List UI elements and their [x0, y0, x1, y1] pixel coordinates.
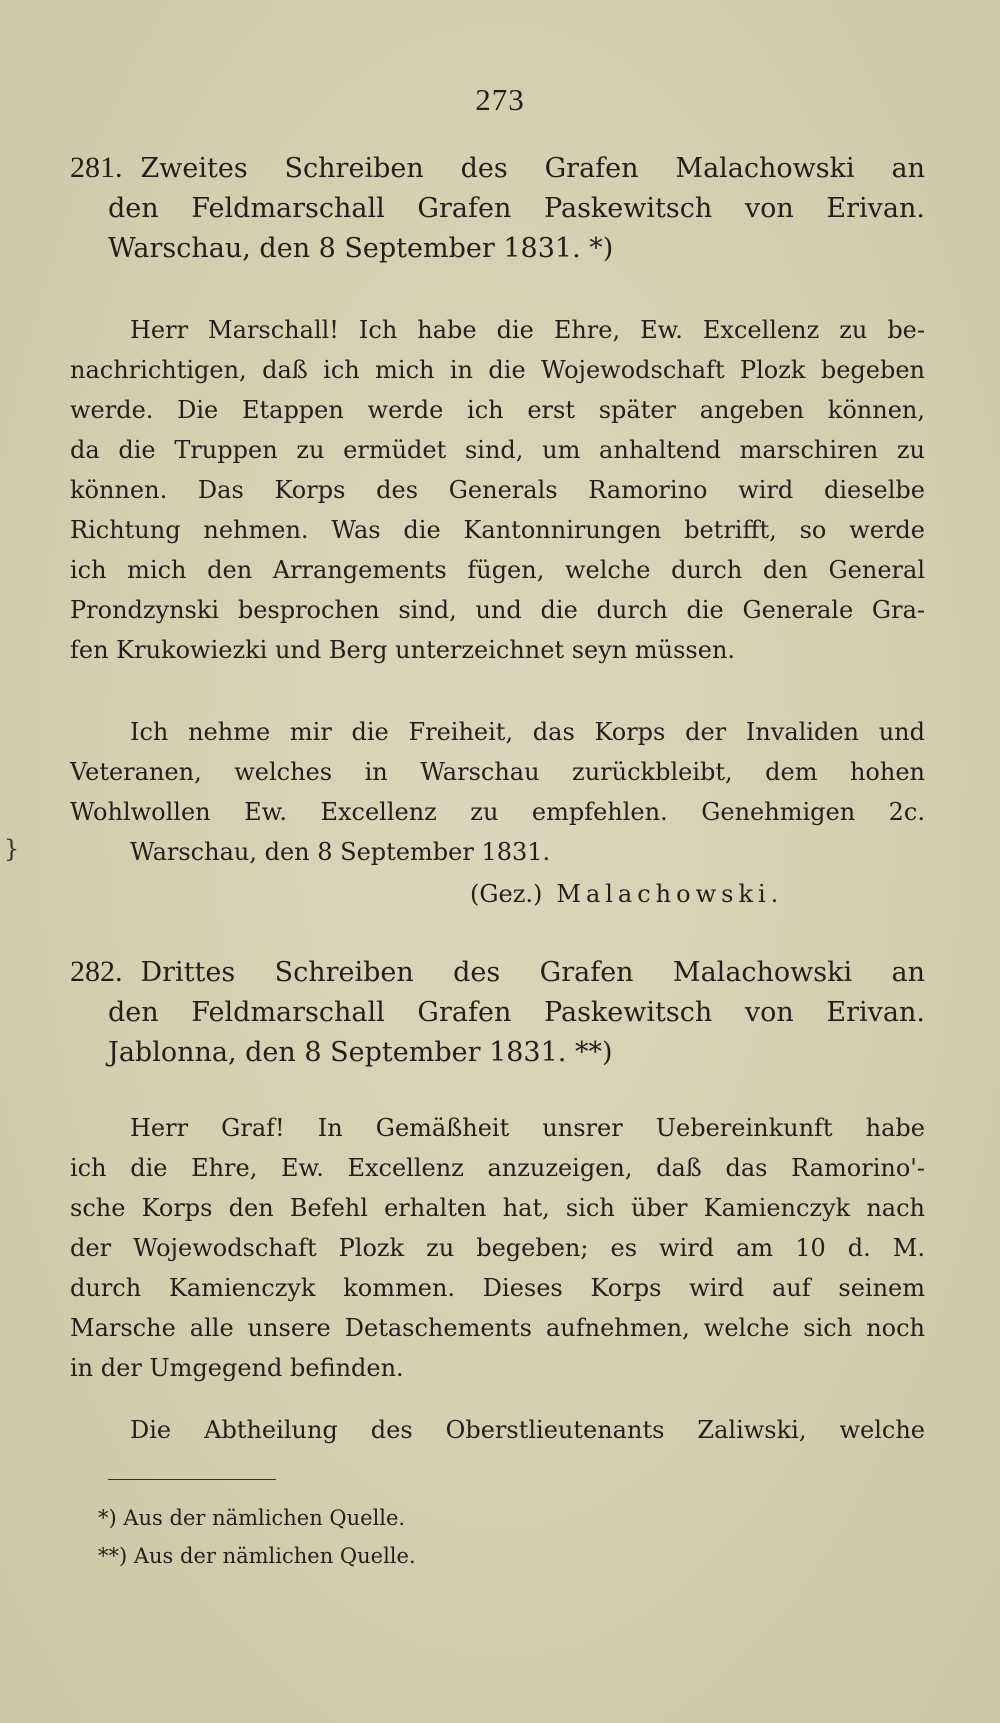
entry-number: 281. [70, 151, 123, 184]
text-line: Herr Graf! In Gemäßheit unsrer Uebereinkunft habe [130, 1114, 925, 1142]
text-line: Ich nehme mir die Freiheit, das Korps der Invaliden und [130, 718, 925, 746]
heading-line: den Feldmarschall Grafen Paskewitsch von Erivan. [108, 193, 925, 224]
text-line: in der Umgegend befinden. [70, 1354, 404, 1382]
text-line: Marsche alle unsere Detaschements aufnehmen, welche sich noch [70, 1314, 925, 1342]
text-line: Wohlwollen Ew. Excellenz zu empfehlen. Genehmigen 2c. [70, 798, 925, 826]
text-line: ich mich den Arrangements fügen, welche durch den General [70, 556, 925, 584]
text-line: fen Krukowiezki und Berg unterzeichnet seyn müssen. [70, 636, 736, 664]
text-line: Prondzynski besprochen sind, und die durch die Generale Gra- [70, 596, 925, 624]
page-number: 273 [475, 82, 525, 117]
dateline: Warschau, den 8 September 1831. [130, 838, 551, 866]
footnote-1: *) Aus der nämlichen Quelle. [98, 1506, 406, 1530]
signature-prefix: (Gez.) [470, 880, 543, 908]
text-line: Richtung nehmen. Was die Kantonnirungen betrifft, so werde [70, 516, 925, 544]
heading-line: 281. Zweites Schreiben des Grafen Malachowski an [70, 151, 925, 184]
heading-line: Warschau, den 8 September 1831. *) [108, 233, 614, 264]
entry-number: 282. [70, 955, 123, 988]
text-line: können. Das Korps des Generals Ramorino wird dieselbe [70, 476, 925, 504]
text-line: da die Truppen zu ermüdet sind, um anhaltend marschiren zu [70, 436, 925, 464]
heading-line: den Feldmarschall Grafen Paskewitsch von Erivan. [108, 997, 925, 1028]
entry-281-paragraph-2 [70, 712, 925, 872]
entry-282-paragraph-1 [70, 1108, 925, 1388]
text-line: nachrichtigen, daß ich mich in die Wojewodschaft Plozk begeben [70, 356, 925, 384]
text-line: der Wojewodschaft Plozk zu begeben; es wird am 10 d. M. [70, 1234, 925, 1262]
text-line: werde. Die Etappen werde ich erst später angeben können, [70, 396, 925, 424]
entry-281-paragraph-1 [70, 310, 925, 670]
heading-line: 282. Drittes Schreiben des Grafen Malachowski an [70, 955, 925, 988]
heading-line: Jablonna, den 8 September 1831. **) [108, 1037, 613, 1068]
text-line: Die Abtheilung des Oberstlieutenants Zaliwski, welche [130, 1416, 925, 1444]
footnote-divider [108, 1479, 276, 1480]
entry-282-paragraph-2 [70, 1410, 925, 1450]
text-line: ich die Ehre, Ew. Excellenz anzuzeigen, daß das Ramorino'- [70, 1154, 925, 1182]
entry-282-heading [70, 952, 925, 1073]
text-line: sche Korps den Befehl erhalten hat, sich über Kamienczyk nach [70, 1194, 925, 1222]
entry-281-heading [70, 148, 925, 269]
signature [470, 874, 783, 914]
footnote-2: **) Aus der nämlichen Quelle. [98, 1544, 416, 1568]
margin-mark: } [4, 835, 20, 863]
text-line: durch Kamienczyk kommen. Dieses Korps wird auf seinem [70, 1274, 925, 1302]
text-line: Herr Marschall! Ich habe die Ehre, Ew. Excellenz zu be- [130, 316, 925, 344]
signature-name: Malachowski. [556, 880, 784, 908]
text-line: Veteranen, welches in Warschau zurückbleibt, dem hohen [70, 758, 925, 786]
